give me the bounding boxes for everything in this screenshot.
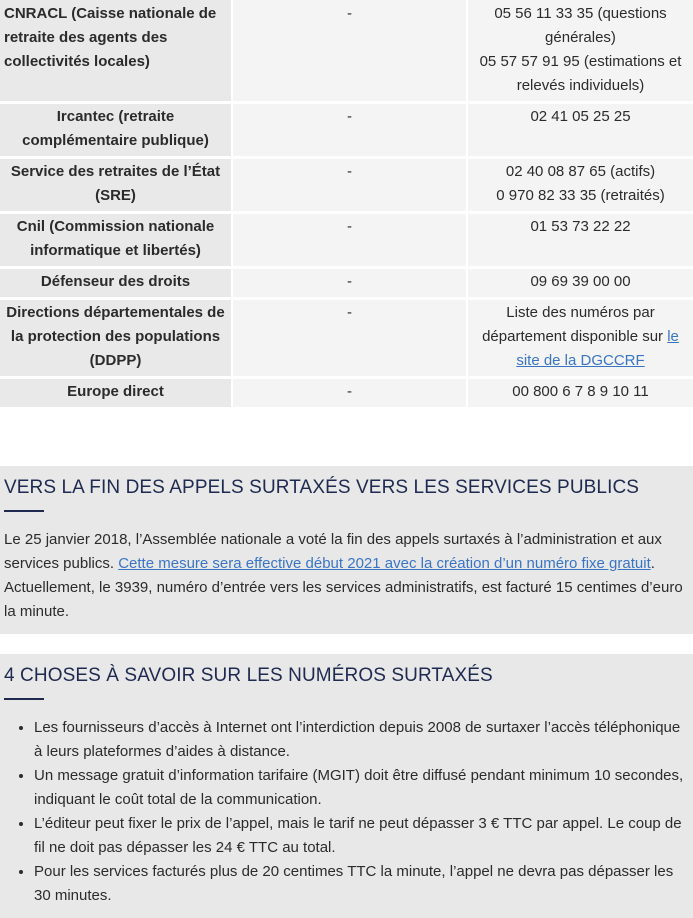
table-row — [0, 299, 693, 378]
phone-line: 01 53 73 22 22 — [530, 218, 631, 235]
middle-cell: - — [232, 268, 467, 299]
organization-name: Cnil (Commission nationale informatique et libertés) — [0, 213, 232, 268]
list-item: • Les fournisseurs d’accès à Internet ont l’interdiction depuis 2008 de surtaxer l’accès téléphonique à leurs plateformes d’aides à distance. — [34, 716, 689, 764]
contacts-table — [0, 0, 693, 410]
section-title: VERS LA FIN DES APPELS SURTAXÉS VERS LES SERVICES PUBLICS — [4, 477, 640, 498]
phone-line: 02 40 08 87 65 (actifs) — [505, 163, 656, 180]
middle-cell: - — [232, 0, 467, 103]
middle-cell: - — [232, 103, 467, 158]
surtaxed-end-section — [0, 466, 693, 634]
list-item: • Pour les services facturés plus de 20 centimes TTC la minute, l’appel ne devra pas dépasser les 30 minutes. — [34, 860, 689, 908]
dgccrf-link[interactable]: le site de la DGCCRF — [516, 328, 679, 369]
organization-name: Ircantec (retraite complémentaire publique) — [0, 103, 232, 158]
organization-name: Défenseur des droits — [0, 268, 232, 299]
middle-cell: - — [232, 213, 467, 268]
phone-cell — [467, 103, 693, 158]
paragraph-text: . Actuellement, le 3939, numéro d’entrée vers les services administratifs, est facturé 15 centimes d’euro la minute. — [4, 555, 683, 620]
section-paragraph — [4, 528, 689, 624]
middle-cell: - — [232, 299, 467, 378]
phone-line: 09 69 39 00 00 — [530, 273, 631, 290]
middle-cell: - — [232, 378, 467, 409]
phone-line: 00 800 6 7 8 9 10 11 — [512, 383, 649, 400]
phone-cell — [467, 158, 693, 213]
table-row — [0, 158, 693, 213]
paragraph-text: Le 25 janvier 2018, l’Assemblée nationale a voté la fin des appels surtaxés à l’administration et aux services publics. — [4, 531, 662, 572]
spacer — [0, 410, 693, 466]
title-underline — [4, 510, 44, 512]
phone-cell — [467, 299, 693, 378]
list-item: • L’éditeur peut fixer le prix de l’appel, mais le tarif ne peut dépasser 3 € TTC par appel. Le coup de fil ne doit pas dépasser les 24 € TTC au total. — [34, 812, 689, 860]
section-title: 4 CHOSES À SAVOIR SUR LES NUMÉROS SURTAXÉS — [4, 665, 493, 686]
title-underline — [4, 698, 44, 700]
list-item: • Un message gratuit d’information tarifaire (MGIT) doit être diffusé pendant minimum 10 secondes, indiquant le coût total de la communication. — [34, 764, 689, 812]
organization-name: Service des retraites de l’État (SRE) — [0, 158, 232, 213]
measure-link[interactable]: Cette mesure sera effective début 2021 avec la création d’un numéro fixe gratuit — [118, 555, 651, 572]
phone-cell — [467, 0, 693, 103]
spacer — [0, 634, 693, 654]
phone-line: 0 970 82 33 35 (retraités) — [496, 187, 665, 204]
table-row — [0, 378, 693, 409]
phone-line: 05 57 57 91 95 (estimations et relevés individuels) — [479, 53, 682, 94]
organization-name: Europe direct — [0, 378, 232, 409]
phone-line: 02 41 05 25 25 — [530, 108, 631, 125]
organization-name: CNRACL (Caisse nationale de retraite des agents des collectivités locales) — [0, 0, 232, 103]
middle-cell: - — [232, 158, 467, 213]
phone-line: 05 56 11 33 35 (questions générales) — [494, 5, 667, 46]
table-row — [0, 268, 693, 299]
table-row — [0, 213, 693, 268]
phone-cell — [467, 268, 693, 299]
table-row — [0, 103, 693, 158]
phone-cell — [467, 378, 693, 409]
facts-list — [4, 716, 689, 908]
table-row — [0, 0, 693, 103]
organization-name: Directions départementales de la protection des populations (DDPP) — [0, 299, 232, 378]
four-things-section — [0, 654, 693, 918]
phone-cell — [467, 213, 693, 268]
phone-text: Liste des numéros par département disponible sur — [482, 304, 668, 345]
